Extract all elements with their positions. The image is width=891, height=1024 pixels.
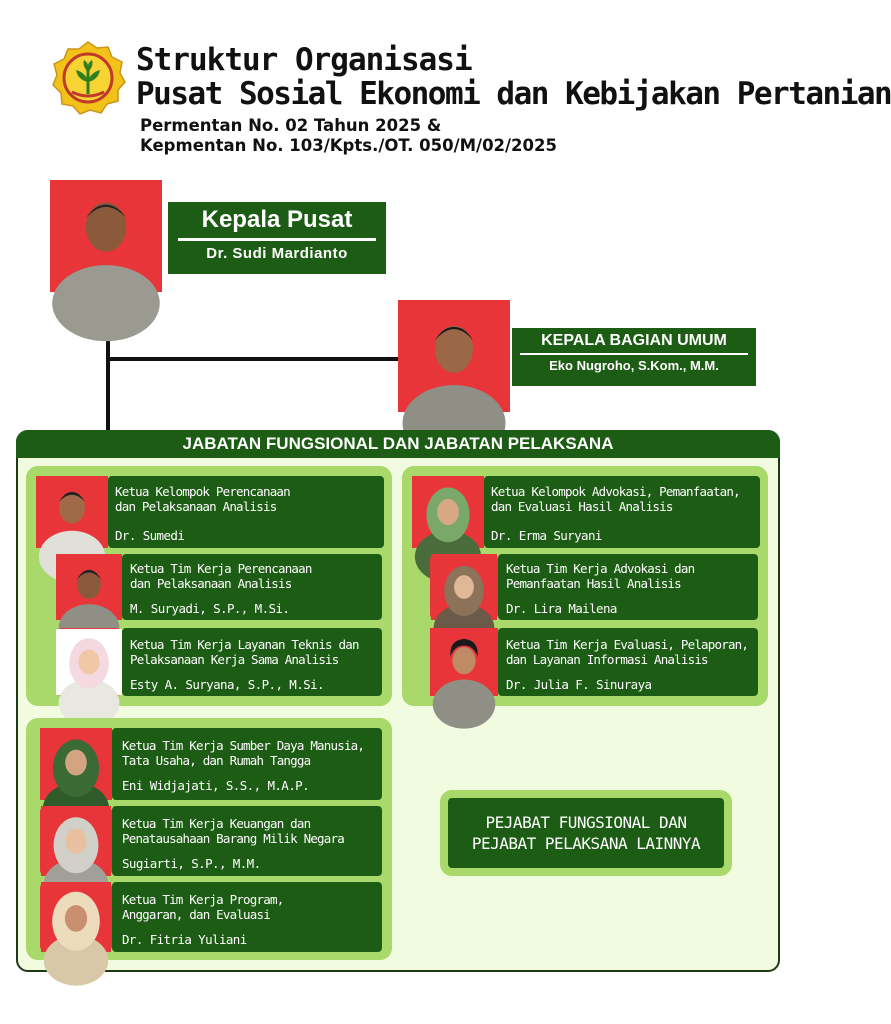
role-line1: Ketua Tim Kerja Perencanaan (130, 561, 312, 576)
role-line1: Ketua Tim Kerja Evaluasi, Pelaporan, (506, 637, 749, 652)
card-tim-sdm (112, 728, 382, 800)
kepala-pusat-card (168, 202, 386, 274)
member-photo (56, 554, 122, 620)
kepala-pusat-title: Kepala Pusat (201, 206, 353, 233)
legal-basis-line1: Permentan No. 02 Tahun 2025 & (140, 116, 442, 135)
card-tim-keuangan (112, 806, 382, 876)
role-line2: Anggaran, dan Evaluasi (122, 907, 270, 922)
role-line2: Pemanfaatan Hasil Analisis (506, 576, 681, 591)
member-name: Dr. Erma Suryani (491, 528, 602, 543)
role-line2: dan Layanan Informasi Analisis (506, 652, 708, 667)
role-line2: dan Pelaksanaan Analisis (115, 499, 277, 514)
card-tim-program (112, 882, 382, 952)
card-tim-layanan-teknis (122, 628, 382, 696)
role-line2: dan Evaluasi Hasil Analisis (491, 499, 673, 514)
member-name: Dr. Sumedi (115, 528, 185, 543)
member-photo (430, 628, 498, 696)
card-tim-advokasi (498, 554, 758, 620)
role-line1: Ketua Tim Kerja Layanan Teknis dan (130, 637, 359, 652)
member-photo (430, 554, 498, 620)
member-name: Esty A. Suryana, S.P., M.Si. (130, 677, 324, 692)
member-photo (412, 476, 484, 548)
card-tim-evaluasi (498, 628, 758, 696)
connector-horizontal (106, 357, 400, 361)
role-line1: Ketua Tim Kerja Keuangan dan (122, 816, 311, 831)
jabatan-panel-title: JABATAN FUNGSIONAL DAN JABATAN PELAKSANA (16, 430, 780, 458)
kepala-bagian-name: Eko Nugroho, S.Kom., M.M. (549, 358, 719, 373)
role-line1: Ketua Kelompok Perencanaan (115, 484, 290, 499)
pejabat-lainnya-line2: PEJABAT PELAKSANA LAINNYA (471, 834, 701, 853)
kepala-pusat-name: Dr. Sudi Mardianto (206, 245, 348, 262)
role-line1: Ketua Tim Kerja Sumber Daya Manusia, (122, 738, 365, 753)
kepala-bagian-card (512, 328, 756, 386)
member-name: Dr. Fitria Yuliani (122, 932, 247, 947)
card-kelompok-perencanaan (108, 476, 384, 548)
kepala-bagian-photo (398, 300, 510, 412)
member-photo (36, 476, 108, 548)
role-line2: Pelaksanaan Kerja Sama Analisis (130, 652, 339, 667)
role-line1: Ketua Tim Kerja Program, (122, 892, 284, 907)
card-kelompok-advokasi (484, 476, 760, 548)
member-photo (40, 806, 112, 876)
member-name: Sugiarti, S.P., M.M. (122, 856, 261, 871)
member-name: Dr. Julia F. Sinuraya (506, 677, 652, 692)
card-tim-perencanaan (122, 554, 382, 620)
legal-basis-line2: Kepmentan No. 103/Kpts./OT. 050/M/02/2025 (140, 136, 557, 155)
pejabat-lainnya-card (448, 798, 724, 868)
member-photo (56, 628, 122, 696)
member-name: Eni Widjajati, S.S., M.A.P. (122, 778, 309, 793)
kepala-bagian-title: KEPALA BAGIAN UMUM (541, 332, 727, 349)
role-line2: Tata Usaha, dan Rumah Tangga (122, 753, 311, 768)
kepala-pusat-photo (50, 180, 162, 292)
member-name: M. Suryadi, S.P., M.Si. (130, 601, 290, 616)
page-title-line2: Pusat Sosial Ekonomi dan Kebijakan Pertanian (136, 76, 891, 112)
member-photo (40, 882, 112, 952)
divider (178, 238, 376, 241)
role-line1: Ketua Kelompok Advokasi, Pemanfaatan, (491, 484, 740, 499)
divider (520, 353, 748, 355)
member-photo (40, 728, 112, 800)
role-line1: Ketua Tim Kerja Advokasi dan (506, 561, 695, 576)
page-title-line1: Struktur Organisasi (136, 42, 472, 78)
role-line2: dan Pelaksanaan Analisis (130, 576, 292, 591)
ministry-logo (50, 40, 126, 116)
pejabat-lainnya-line1: PEJABAT FUNGSIONAL DAN (485, 813, 687, 832)
role-line2: Penatausahaan Barang Milik Negara (122, 831, 344, 846)
member-name: Dr. Lira Mailena (506, 601, 617, 616)
